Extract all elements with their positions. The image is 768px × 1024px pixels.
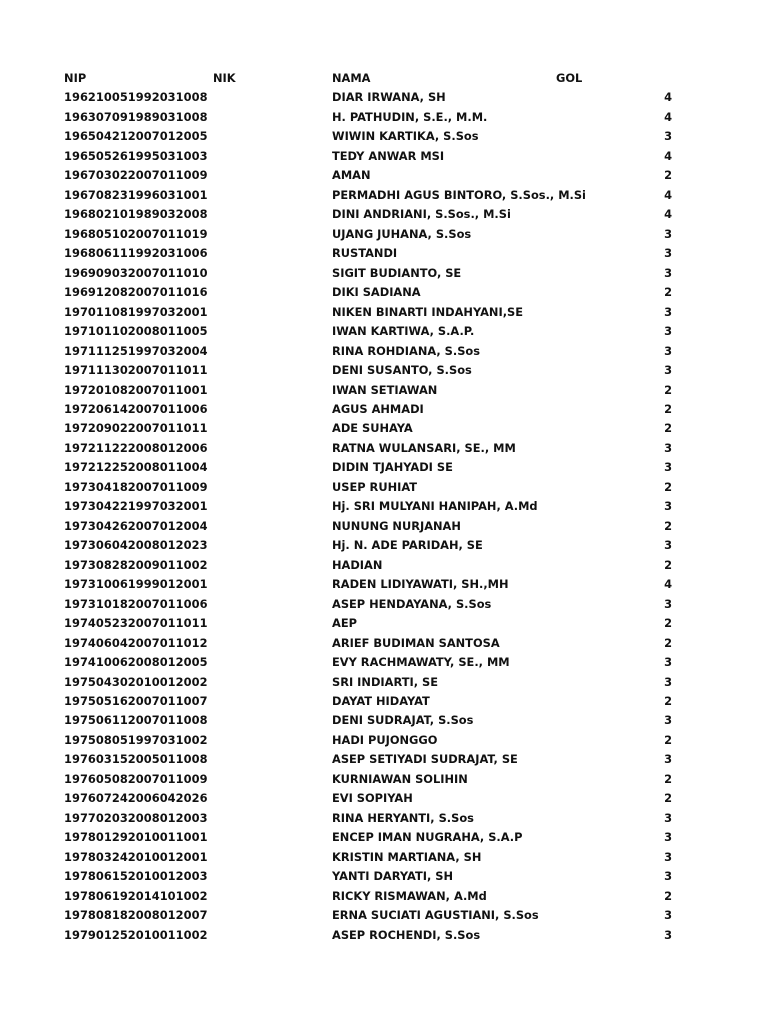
cell-nama: DIKI SADIANA (332, 285, 421, 300)
table-row (0, 225, 768, 244)
table-row (0, 789, 768, 808)
cell-gol: 3 (664, 265, 672, 280)
cell-gol: 4 (664, 187, 672, 202)
cell-nama: AGUS AHMADI (332, 401, 424, 416)
cell-gol: 3 (664, 810, 672, 825)
cell-nama: DINI ANDRIANI, S.Sos., M.Si (332, 207, 511, 222)
cell-nama: USEP RUHIAT (332, 479, 418, 494)
table-row (0, 809, 768, 828)
cell-nip: 197803242010012001 (64, 849, 208, 864)
cell-nip: 197806152010012003 (64, 869, 208, 884)
table-row (0, 419, 768, 438)
table-row (0, 361, 768, 380)
cell-gol: 3 (664, 713, 672, 728)
cell-nip: 197011081997032001 (64, 304, 208, 319)
cell-gol: 3 (664, 129, 672, 144)
cell-gol: 3 (664, 363, 672, 378)
table-row (0, 692, 768, 711)
cell-gol: 2 (664, 382, 672, 397)
cell-nama: EVY RACHMAWATY, SE., MM (332, 655, 510, 670)
table-row (0, 517, 768, 536)
cell-nip: 197111251997032004 (64, 343, 208, 358)
cell-nip: 196307091989031008 (64, 109, 208, 124)
cell-gol: 3 (664, 655, 672, 670)
table-row (0, 478, 768, 497)
cell-nip: 197406042007011012 (64, 635, 208, 650)
cell-nip: 197304221997032001 (64, 499, 208, 514)
table-row (0, 750, 768, 769)
cell-gol: 2 (664, 635, 672, 650)
cell-nama: DENI SUSANTO, S.Sos (332, 363, 472, 378)
cell-nama: NUNUNG NURJANAH (332, 518, 461, 533)
table-row (0, 595, 768, 614)
cell-nama: Hj. SRI MULYANI HANIPAH, A.Md (332, 499, 538, 514)
cell-nip: 196703022007011009 (64, 168, 208, 183)
cell-gol: 3 (664, 869, 672, 884)
cell-nip: 197603152005011008 (64, 752, 208, 767)
cell-nip: 197111302007011011 (64, 363, 208, 378)
cell-gol: 4 (664, 90, 672, 105)
table-row (0, 731, 768, 750)
cell-nip: 196708231996031001 (64, 187, 208, 202)
table-row (0, 322, 768, 341)
table-row (0, 108, 768, 127)
cell-nama: DAYAT HIDAYAT (332, 694, 430, 708)
cell-nip: 197209022007011011 (64, 421, 208, 436)
cell-nama: DENI SUDRAJAT, S.Sos (332, 713, 474, 728)
cell-gol: 3 (664, 752, 672, 767)
table-header-row (0, 69, 768, 88)
cell-nip: 197808182008012007 (64, 908, 208, 923)
cell-gol: 3 (664, 596, 672, 611)
cell-gol: 3 (664, 460, 672, 475)
cell-nip: 197211222008012006 (64, 440, 208, 455)
cell-gol: 2 (664, 401, 672, 416)
cell-nama: RUSTANDI (332, 246, 398, 261)
cell-nama: IWAN SETIAWAN (332, 382, 438, 397)
cell-nama: RICKY RISMAWAN, A.Md (332, 888, 487, 903)
cell-gol: 3 (664, 499, 672, 514)
cell-gol: 2 (664, 285, 672, 300)
table-row (0, 575, 768, 594)
table-body (0, 88, 768, 945)
cell-nama: RINA ROHDIANA, S.Sos (332, 343, 481, 358)
table-row (0, 88, 768, 107)
table-row (0, 770, 768, 789)
table-row (0, 400, 768, 419)
cell-gol: 3 (664, 304, 672, 319)
table-row (0, 147, 768, 166)
cell-gol: 4 (664, 207, 672, 222)
table-row (0, 867, 768, 886)
cell-nip: 197212252008011004 (64, 460, 208, 475)
cell-nama: EVI SOPIYAH (332, 791, 413, 806)
cell-gol: 3 (664, 908, 672, 923)
cell-gol: 3 (664, 849, 672, 864)
cell-nama: HADIAN (332, 557, 383, 572)
cell-gol: 2 (664, 421, 672, 436)
table-row (0, 887, 768, 906)
cell-nama: KURNIAWAN SOLIHIN (332, 771, 468, 786)
cell-gol: 2 (664, 888, 672, 903)
cell-nip: 197101102008011005 (64, 324, 208, 339)
table-row (0, 536, 768, 555)
cell-nip: 197304182007011009 (64, 479, 208, 494)
cell-gol: 4 (664, 109, 672, 124)
table-row (0, 127, 768, 146)
cell-nama: RATNA WULANSARI, SE., MM (332, 440, 516, 455)
cell-nip: 197702032008012003 (64, 810, 208, 825)
cell-nip: 197206142007011006 (64, 401, 208, 416)
table-row (0, 497, 768, 516)
cell-nama: YANTI DARYATI, SH (332, 869, 454, 884)
table-row (0, 205, 768, 224)
cell-nip: 197308282009011002 (64, 557, 208, 572)
cell-nip: 197306042008012023 (64, 538, 208, 553)
column-header-nip: NIP (64, 71, 87, 85)
cell-nip: 197506112007011008 (64, 713, 208, 728)
cell-nip: 196805102007011019 (64, 226, 208, 241)
cell-nip: 197901252010011002 (64, 927, 208, 942)
cell-nip: 196504212007012005 (64, 129, 208, 144)
table-row (0, 848, 768, 867)
cell-gol: 2 (664, 168, 672, 183)
cell-nama: Hj. N. ADE PARIDAH, SE (332, 538, 483, 553)
cell-gol: 3 (664, 226, 672, 241)
cell-nama: H. PATHUDIN, S.E., M.M. (332, 109, 488, 124)
table-row (0, 828, 768, 847)
cell-gol: 3 (664, 440, 672, 455)
cell-nama: RINA HERYANTI, S.Sos (332, 810, 474, 825)
table-row (0, 556, 768, 575)
cell-nama: DIDIN TJAHYADI SE (332, 460, 453, 475)
cell-nama: ASEP HENDAYANA, S.Sos (332, 596, 492, 611)
cell-gol: 3 (664, 830, 672, 845)
table-row (0, 926, 768, 945)
table-row (0, 439, 768, 458)
table-row (0, 166, 768, 185)
table-row (0, 244, 768, 263)
table-row (0, 906, 768, 925)
table-row (0, 264, 768, 283)
cell-gol: 3 (664, 343, 672, 358)
cell-gol: 2 (664, 557, 672, 572)
cell-nama: ERNA SUCIATI AGUSTIANI, S.Sos (332, 908, 539, 923)
cell-nama: WIWIN KARTIKA, S.Sos (332, 129, 479, 144)
cell-nama: UJANG JUHANA, S.Sos (332, 226, 472, 241)
cell-nip: 197801292010011001 (64, 830, 208, 845)
cell-gol: 2 (664, 694, 672, 708)
table-row (0, 673, 768, 692)
cell-nama: ADE SUHAYA (332, 421, 413, 436)
table-row (0, 711, 768, 730)
cell-gol: 3 (664, 324, 672, 339)
table-row (0, 614, 768, 633)
table-row (0, 653, 768, 672)
table-row (0, 186, 768, 205)
cell-nama: SRI INDIARTI, SE (332, 674, 439, 689)
cell-nip: 197310182007011006 (64, 596, 208, 611)
cell-nip: 197605082007011009 (64, 771, 208, 786)
cell-gol: 2 (664, 771, 672, 786)
cell-nip: 197508051997031002 (64, 732, 208, 747)
table-row (0, 458, 768, 477)
cell-nama: DIAR IRWANA, SH (332, 90, 446, 105)
cell-nama: RADEN LIDIYAWATI, SH.,MH (332, 577, 509, 592)
cell-nama: IWAN KARTIWA, S.A.P. (332, 324, 475, 339)
cell-gol: 3 (664, 246, 672, 261)
cell-nip: 196806111992031006 (64, 246, 208, 261)
table-row (0, 381, 768, 400)
cell-nama: SIGIT BUDIANTO, SE (332, 265, 462, 280)
cell-nama: ASEP ROCHENDI, S.Sos (332, 927, 481, 942)
cell-nama: ENCEP IMAN NUGRAHA, S.A.P (332, 830, 523, 845)
column-header-nama: NAMA (332, 71, 371, 85)
cell-nip: 196912082007011016 (64, 285, 208, 300)
cell-nip: 197410062008012005 (64, 655, 208, 670)
cell-gol: 2 (664, 518, 672, 533)
cell-gol: 4 (664, 577, 672, 592)
table-row (0, 303, 768, 322)
cell-nama: PERMADHI AGUS BINTORO, S.Sos., M.Si (332, 187, 586, 202)
cell-nama: AEP (332, 616, 357, 631)
cell-nama: ARIEF BUDIMAN SANTOSA (332, 635, 500, 650)
cell-nip: 197310061999012001 (64, 577, 208, 592)
cell-gol: 2 (664, 732, 672, 747)
cell-gol: 4 (664, 148, 672, 163)
cell-gol: 3 (664, 927, 672, 942)
cell-nip: 197607242006042026 (64, 791, 208, 806)
cell-nip: 197806192014101002 (64, 888, 208, 903)
table-row (0, 634, 768, 653)
cell-gol: 2 (664, 616, 672, 631)
cell-nama: NIKEN BINARTI INDAHYANI,SE (332, 304, 524, 319)
cell-nama: TEDY ANWAR MSI (332, 148, 445, 163)
cell-nip: 197505162007011007 (64, 694, 208, 708)
cell-nip: 196802101989032008 (64, 207, 208, 222)
cell-nama: KRISTIN MARTIANA, SH (332, 849, 482, 864)
cell-nip: 197304262007012004 (64, 518, 208, 533)
cell-nama: HADI PUJONGGO (332, 732, 438, 747)
column-header-nik: NIK (213, 71, 236, 85)
cell-gol: 3 (664, 538, 672, 553)
table-row (0, 283, 768, 302)
cell-nip: 197504302010012002 (64, 674, 208, 689)
employee-table (0, 69, 768, 945)
cell-nip: 196505261995031003 (64, 148, 208, 163)
cell-gol: 3 (664, 674, 672, 689)
cell-nip: 197201082007011001 (64, 382, 208, 397)
cell-gol: 2 (664, 791, 672, 806)
cell-nip: 197405232007011011 (64, 616, 208, 631)
cell-nama: ASEP SETIYADI SUDRAJAT, SE (332, 752, 518, 767)
cell-nip: 196210051992031008 (64, 90, 208, 105)
cell-gol: 2 (664, 479, 672, 494)
cell-nama: AMAN (332, 168, 371, 183)
column-header-gol: GOL (556, 71, 583, 85)
cell-nip: 196909032007011010 (64, 265, 208, 280)
table-row (0, 342, 768, 361)
